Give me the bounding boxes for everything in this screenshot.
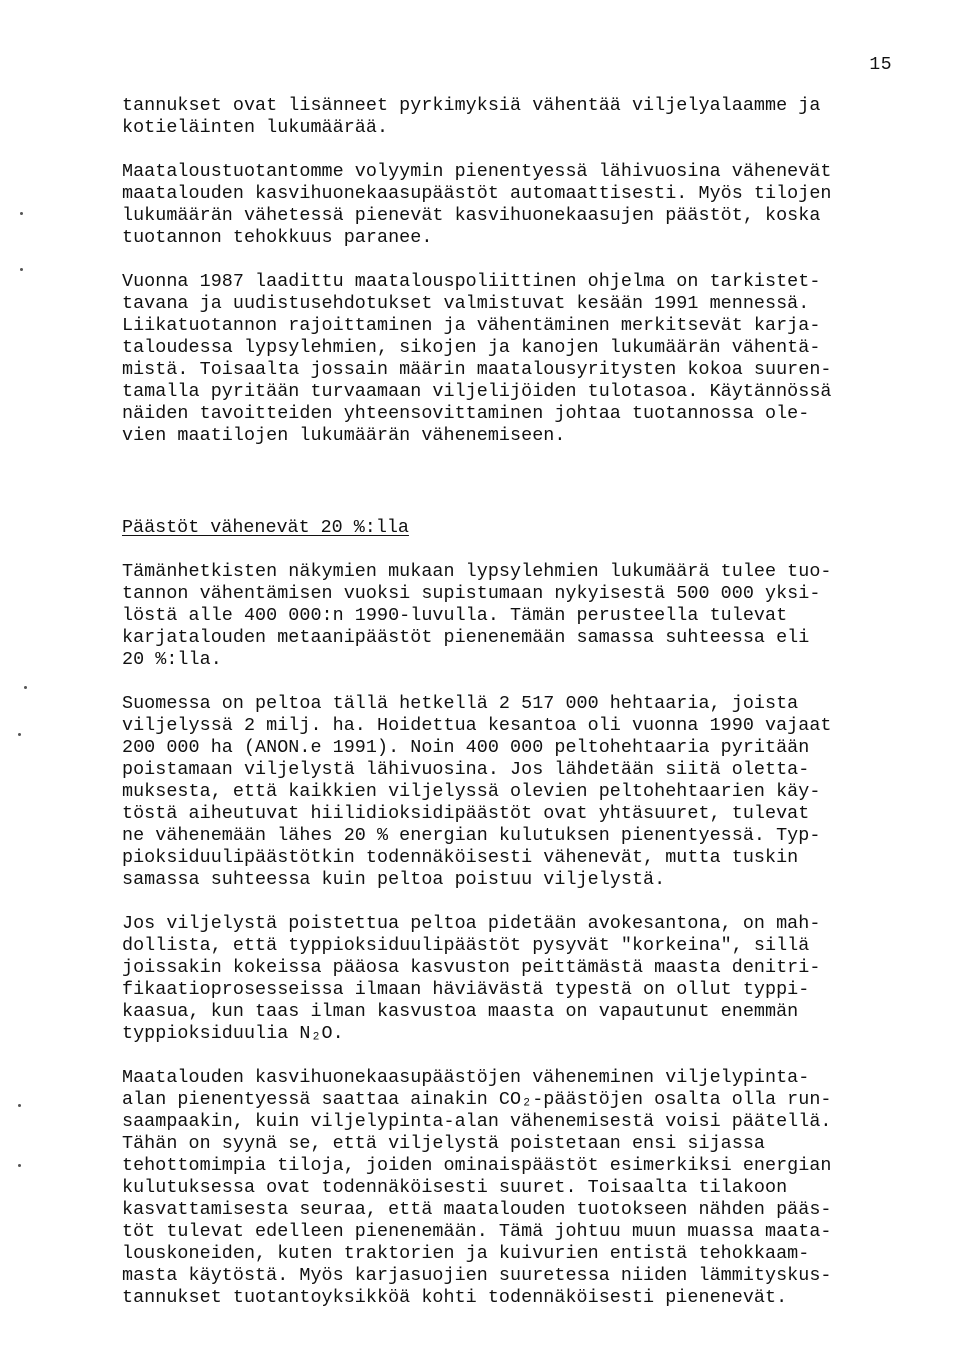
margin-speck xyxy=(18,1104,21,1107)
paragraph: tannukset ovat lisänneet pyrkimyksiä vähentää viljelyalaamme ja kotieläinten lukumäärää. xyxy=(122,95,821,138)
document-body xyxy=(122,95,912,1309)
paragraph: Suomessa on peltoa tällä hetkellä 2 517 000 hehtaaria, joista viljelyssä 2 milj. ha. Hoidettua kesantoa oli vuonna 1990 vajaat 200 000 ha (ANON.e 1991). Noin 400 000 peltohehtaaria pyritään poistamaan viljelystä lähivuosina. Jos lähdetään siitä oletta- muksesta, että kaikkien viljelyssä olevien peltohehtaarien käy- töstä aiheutuvat hiilidioksidipäästöt ovat yhtäsuuret, tulevat ne vähenemään lähes 20 % energian kulutuksen pienentyessä. Typ- pioksiduulipäästötkin todennäköisesti vähenevät, mutta tuskin samassa suhteessa kuin peltoa poistuu viljelystä. xyxy=(122,693,832,890)
margin-speck xyxy=(20,268,23,271)
paragraph: Vuonna 1987 laadittu maatalouspoliittinen ohjelma on tarkistet- tavana ja uudistusehdotukset valmistuvat kesään 1991 mennessä. Liikatuotannon rajoittaminen ja vähentäminen merkitsevät karja- taloudessa lypsylehmien, sikojen ja kanojen lukumäärän vähentä- mistä. Toisaalta jossain määrin maatalousyritysten kokoa suuren- tamalla pyritään turvaamaan viljelijöiden tulotasoa. Käytännössä näiden tavoitteiden yhteensovittaminen johtaa tuotannossa ole- vien maatilojen lukumäärän vähenemiseen. xyxy=(122,271,832,446)
page-number: 15 xyxy=(869,55,892,75)
paragraph: Maatalouden kasvihuonekaasupäästöjen väheneminen viljelypinta- alan pienentyessä saattaa ainakin CO₂-päästöjen osalta olla run- saampaakin, kuin viljelypinta-alan vähenemisestä voisi päätellä. Tähän on syynä se, että viljelystä poistetaan ensi sijassa tehottomimpia tiloja, joiden ominaispäästöt esimerkiksi energian kulutuksessa ovat todennäköisesti suuret. Toisaalta tilakoon kasvattamisesta seuraa, että maatalouden tuotokseen nähden pääs- töt tulevat edelleen pienenemään. Tämä johtuu muun muassa maata- louskoneiden, kuten traktorien ja kuivurien entistä tehokkaam- masta käytöstä. Myös karjasuojien suuretessa niiden lämmityskus- tannukset tuotantoyksikköä kohti todennäköisesti pienenevät. xyxy=(122,1067,832,1308)
paragraph: Jos viljelystä poistettua peltoa pidetään avokesantona, on mah- dollista, että typpioksiduulipäästöt pysyvät "korkeina", sillä joissakin kokeissa pääosa kasvuston peittämästä maasta denitri- fikaatioprosesseissa ilmaan häviävästä typestä on ollut typpi- kaasua, kun taas ilman kasvustoa maasta on vapautunut enemmän typpioksiduulia N₂O. xyxy=(122,913,821,1044)
paragraph: Tämänhetkisten näkymien mukaan lypsylehmien lukumäärä tulee tuo- tannon vähentämisen vuoksi supistumaan nykyisestä 500 000 yksi- löstä alle 400 000:n 1990-luvulla. Tämän perusteella tulevat karjatalouden metaanipäästöt pienenemään samassa suhteessa eli 20 %:lla. xyxy=(122,561,832,670)
margin-speck xyxy=(24,686,27,689)
margin-speck xyxy=(18,1164,21,1167)
margin-speck xyxy=(20,212,23,215)
section-heading: Päästöt vähenevät 20 %:lla xyxy=(122,517,409,538)
margin-speck xyxy=(18,733,21,736)
paragraph: Maataloustuotantomme volyymin pienentyessä lähivuosina vähenevät maatalouden kasvihuonekaasupäästöt automaattisesti. Myös tilojen lukumäärän vähetessä pienevät kasvihuonekaasujen päästöt, koska tuotannon tehokkuus paranee. xyxy=(122,161,832,248)
